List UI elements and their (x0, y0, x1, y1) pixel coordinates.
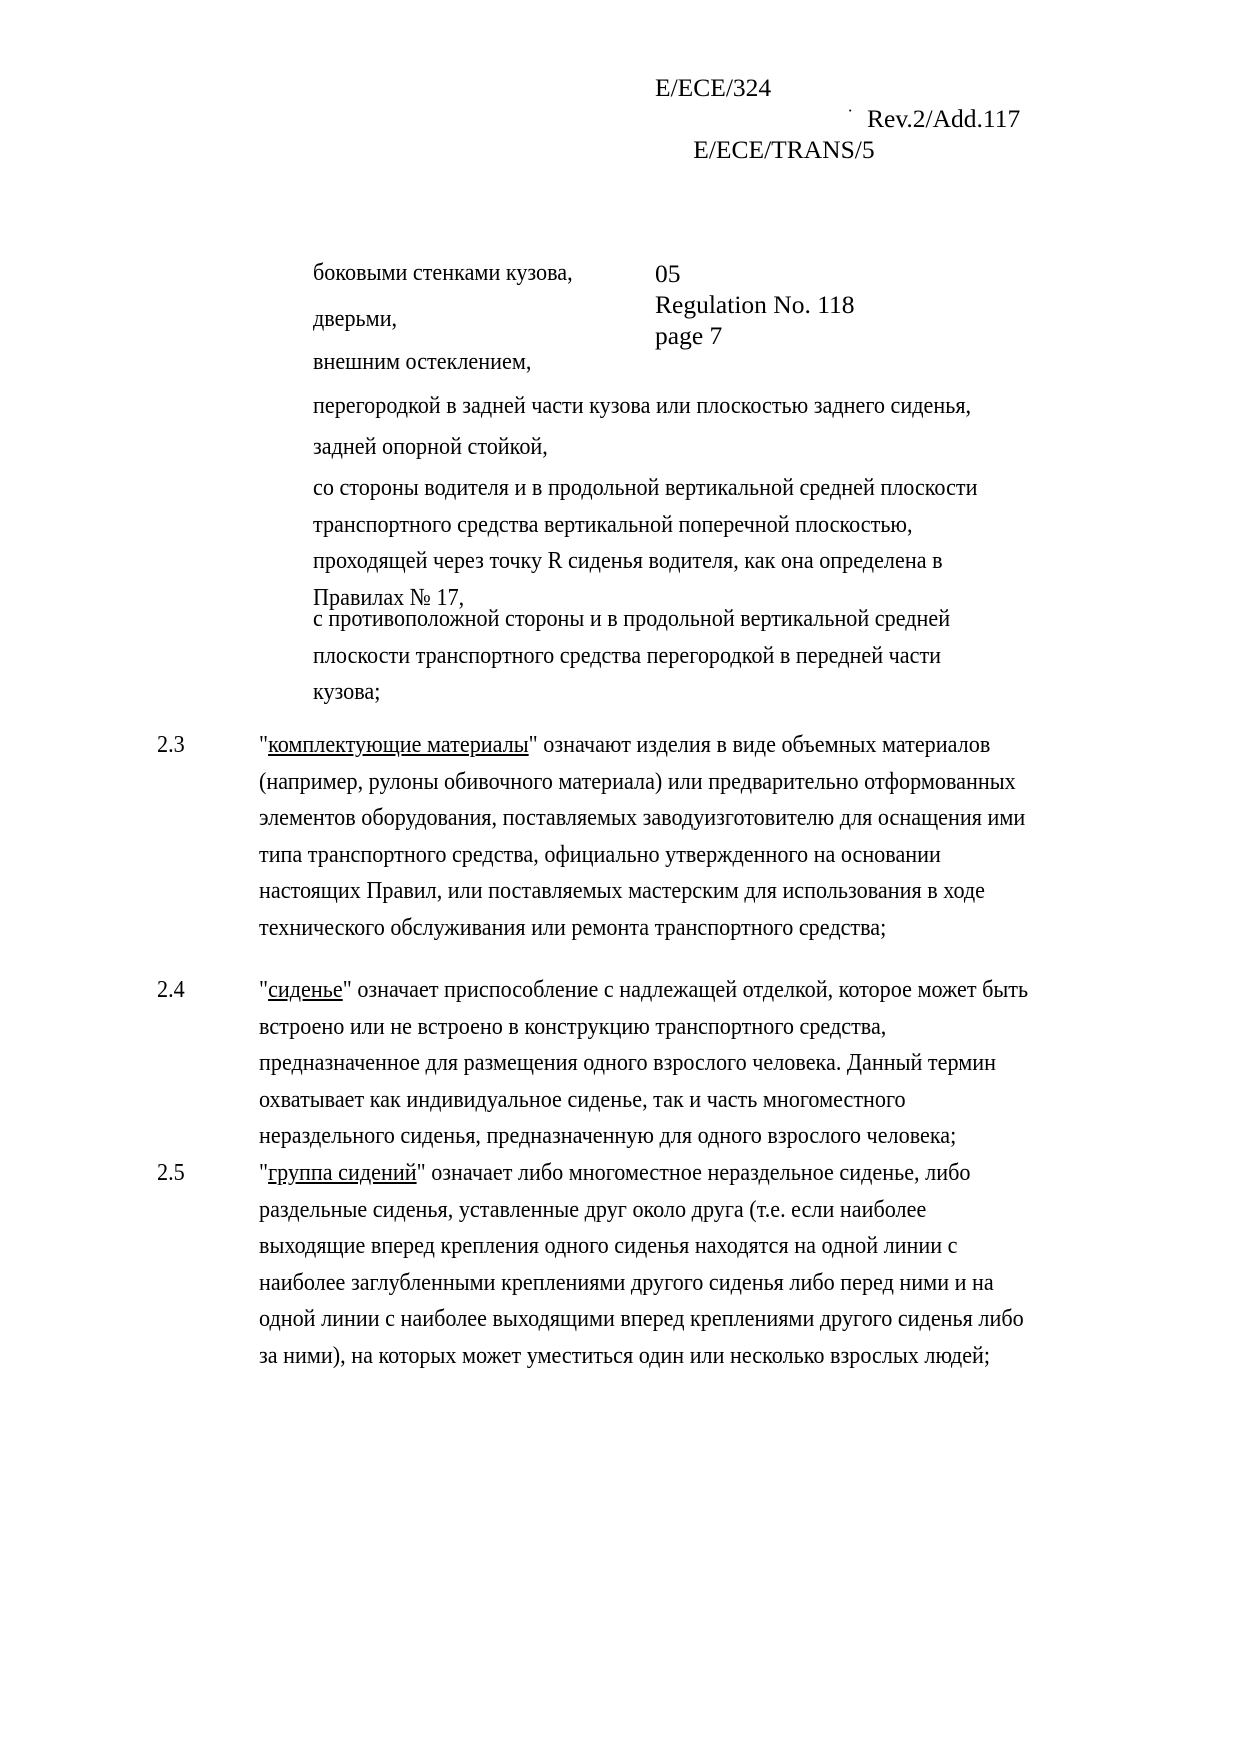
quote-open: " (259, 1159, 269, 1186)
clause-number-2-5: 2.5 (157, 1159, 185, 1186)
clause-text-2-5 (259, 1155, 1037, 1375)
list-item: задней опорной стойкой, (313, 433, 548, 460)
header-symbol-line-2-row (655, 103, 1185, 258)
list-item: с противоположной стороны и в продольной вертикальной средней плоскости транспортного средства перегородкой в передней части кузова; (313, 605, 951, 706)
quote-close: " (416, 1159, 426, 1186)
list-item: дверьми, (313, 305, 398, 332)
defined-term: комплектующие материалы (268, 731, 529, 758)
header-symbol-line-2: E/ECE/TRANS/5 (693, 135, 875, 164)
defined-term: группа сидений (268, 1159, 417, 1186)
header-revision: Rev.2/Add.117 (867, 104, 1021, 133)
clause-definition: означает приспособление с надлежащей отделкой, которое может быть встроено или не встроено в конструкцию транспортного средства, предназначенное для размещения одного взрослого человека. Данный термин охватывает как индивидуальное сиденье, так и часть многоместного нераздельного сиденья, предназначенную для одного взрослого человека; (259, 976, 1029, 1150)
quote-open: " (259, 731, 269, 758)
header-tick-mark: ˙ (847, 106, 854, 127)
list-item: со стороны водителя и в продольной вертикальной средней плоскости транспортного средства вертикальной поперечной плоскостью, проходящей через точку R сиденья водителя, как она определена в Правилах № 17, (313, 474, 978, 611)
list-item: боковыми стенками кузова, (313, 259, 573, 286)
quote-close: " (528, 731, 538, 758)
clause-text-2-4 (259, 972, 1037, 1155)
quote-open: " (259, 976, 269, 1003)
clause-number-2-4: 2.4 (157, 976, 185, 1003)
header-page-label: page 7 (655, 321, 723, 350)
quote-close: " (342, 976, 352, 1003)
header-symbol-line-1: E/ECE/324 (655, 73, 772, 102)
clause-text-2-3 (259, 727, 1037, 947)
defined-term: сиденье (268, 976, 343, 1003)
clause-definition: означают изделия в виде объемных материалов (например, рулоны обивочного материала) или предварительно отформованных элементов оборудования, поставляемых заводуизготовителю для оснащения ими типа транспортного средства, официально утвержденного на основании настоящих Правил, или поставляемых мастерским для использования в ходе технического обслуживания или ремонта транспортного средства; (259, 731, 1026, 941)
clause-number-2-3: 2.3 (157, 731, 185, 758)
clause-definition: означает либо многоместное нераздельное сиденье, либо раздельные сиденья, уставленные друг около друга (т.е. если наиболее выходящие вперед крепления одного сиденья находятся на одной линии с наиболее заглубленными креплениями другого сиденья либо перед ними и на одной линии с наиболее выходящими вперед креплениями другого сиденья либо за ними), на которых может уместиться один или несколько взрослых людей; (259, 1159, 1024, 1369)
header-symbol-line-3: 05 (655, 259, 681, 288)
list-item: перегородкой в задней части кузова или плоскостью заднего сиденья, (313, 392, 972, 419)
list-item: внешним остеклением, (313, 348, 532, 375)
header-regulation: Regulation No. 118 (655, 290, 855, 319)
